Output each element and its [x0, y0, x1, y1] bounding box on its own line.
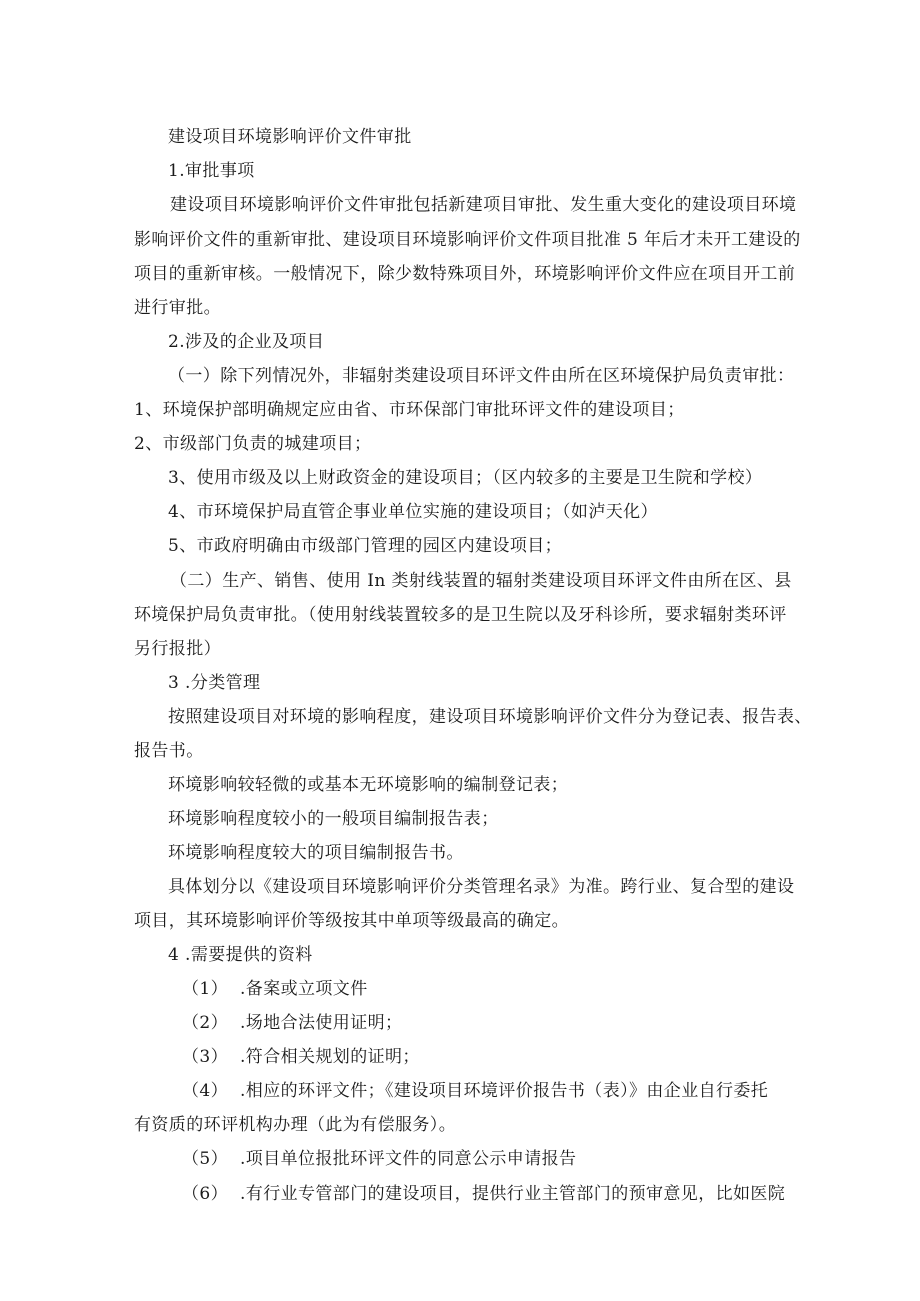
section-1-heading: 1.审批事项 [168, 161, 255, 181]
list-text: .相应的环评文件；《建设项目环境评价报告书（表）》由企业自行委托 [240, 1081, 769, 1101]
section-4-list-item [182, 1046, 420, 1068]
section-2-list-item: 1、环境保护部明确规定应由省、市环保部门审批环评文件的建设项目； [134, 400, 685, 420]
section-3-line: 环境影响程度较小的一般项目编制报告表； [168, 809, 499, 829]
list-number: （6） [182, 1184, 229, 1204]
section-2-intro-2-line: 环境保护局负责审批。（使用射线装置较多的是卫生院以及牙科诊所，要求辐射类环评 [134, 605, 787, 625]
section-1-paragraph-line: 影响评价文件的重新审批、建设项目环境影响评价文件项目批准 5 年后才未开工建设的 [134, 230, 801, 250]
section-3-line: 环境影响程度较大的项目编制报告书。 [168, 843, 464, 863]
section-2-intro-2-line: 另行报批） [134, 639, 221, 659]
section-3-paragraph-line: 报告书。 [134, 741, 204, 761]
section-2-intro: （一）除下列情况外，非辐射类建设项目环评文件由所在区环境保护局负责审批： [168, 366, 795, 386]
list-text: .符合相关规划的证明； [240, 1047, 420, 1067]
list-number: （5） [182, 1149, 229, 1169]
section-2-list-item: 4、市环境保护局直管企事业单位实施的建设项目；（如泸天化） [168, 502, 658, 522]
section-4-list-item [182, 1148, 576, 1170]
section-3-paragraph-2-line: 具体划分以《建设项目环境影响评价分类管理名录》为准。跨行业、复合型的建设 [168, 877, 795, 897]
section-4-list-item [182, 1183, 785, 1205]
section-3-paragraph-2-line: 项目，其环境影响评价等级按其中单项等级最高的确定。 [134, 911, 569, 931]
section-2-intro-2-line: （二）生产、销售、使用 In 类射线装置的辐射类建设项目环评文件由所在区、县 [170, 571, 792, 591]
section-2-list-item: 2、市级部门负责的城建项目； [134, 434, 372, 454]
section-3-heading: 3 .分类管理 [168, 673, 261, 693]
section-2-list-item: 5、市政府明确由市级部门管理的园区内建设项目； [168, 536, 563, 556]
list-number: （4） [182, 1081, 229, 1101]
section-2-list-item: 3、使用市级及以上财政资金的建设项目；（区内较多的主要是卫生院和学校） [168, 468, 763, 488]
section-1-paragraph-line: 建设项目环境影响评价文件审批包括新建项目审批、发生重大变化的建设项目环境 [170, 195, 797, 215]
section-4-list-item [182, 1012, 402, 1034]
list-number: （2） [182, 1013, 229, 1033]
section-4-heading: 4 .需要提供的资料 [168, 945, 313, 965]
list-text: .备案或立项文件 [240, 979, 368, 999]
section-3-line: 环境影响较轻微的或基本无环境影响的编制登记表； [168, 775, 569, 795]
list-text: .有行业专管部门的建设项目，提供行业主管部门的预审意见，比如医院 [240, 1184, 786, 1204]
document-title: 建设项目环境影响评价文件审批 [168, 127, 412, 147]
section-2-heading: 2.涉及的企业及项目 [168, 332, 325, 352]
list-number: （1） [182, 979, 229, 999]
list-text: .场地合法使用证明； [240, 1013, 403, 1033]
list-text: .项目单位报批环评文件的同意公示申请报告 [240, 1149, 577, 1169]
list-number: （3） [182, 1047, 229, 1067]
section-1-paragraph-line: 进行审批。 [134, 298, 221, 318]
section-3-paragraph-line: 按照建设项目对环境的影响程度，建设项目环境影响评价文件分为登记表、报告表、 [168, 707, 812, 727]
section-4-list-item [182, 978, 368, 1000]
section-4-list-item-continuation: 有资质的环评机构办理（此为有偿服务）。 [134, 1115, 457, 1135]
section-1-paragraph-line: 项目的重新审核。一般情况下，除少数特殊项目外，环境影响评价文件应在项目开工前 [134, 264, 796, 284]
section-4-list-item [182, 1080, 768, 1102]
